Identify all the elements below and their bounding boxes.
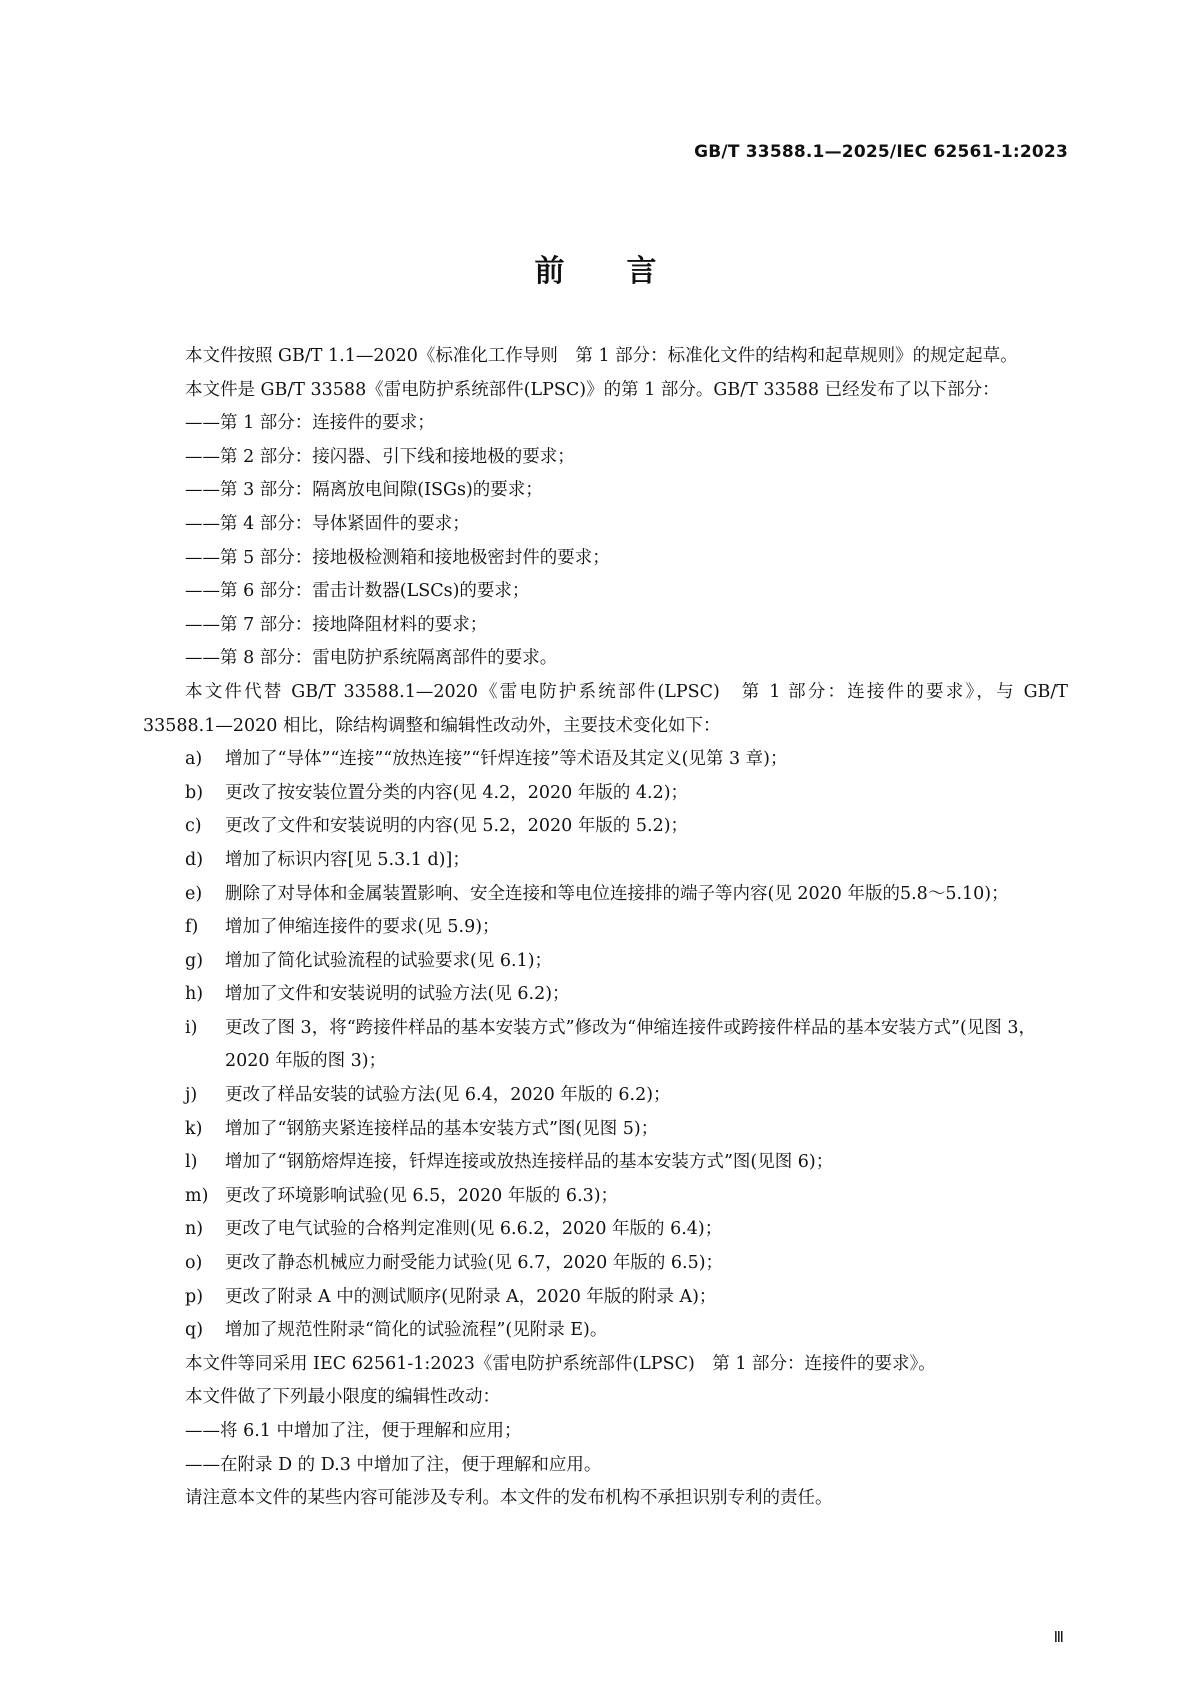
change-item: b) 更改了按安装位置分类的内容(见 4.2，2020 年版的 4.2)； [185, 782, 689, 803]
change-item: q) 增加了规范性附录“简化的试验流程”(见附录 E)。 [185, 1320, 608, 1341]
list-item: ——第 2 部分：接闪器、引下线和接地极的要求； [185, 446, 575, 467]
paragraph-series-intro: 本文件是 GB/T 33588《雷电防护系统部件(LPSC)》的第 1 部分。GB/T 33588 已经发布了以下部分： [185, 379, 1000, 400]
change-item: g) 增加了简化试验流程的试验要求(见 6.1)； [185, 950, 553, 971]
paragraph-editorial-intro: 本文件做了下列最小限度的编辑性改动： [185, 1387, 500, 1408]
list-item: ——在附录 D 的 D.3 中增加了注，便于理解和应用。 [185, 1454, 602, 1475]
change-item: d) 增加了标识内容[见 5.3.1 d)]； [185, 849, 470, 870]
list-item: ——第 6 部分：雷击计数器(LSCs)的要求； [185, 581, 530, 602]
standard-code-header: GB/T 33588.1—2025/IEC 62561-1:2023 [694, 142, 1068, 162]
foreword-body [143, 340, 1068, 1516]
page-number: Ⅲ [1053, 1628, 1064, 1646]
paragraph-replacement: 本文件代替 GB/T 33588.1—2020《雷电防护系统部件(LPSC) 第 1 部分：连接件的要求》，与 GB/T 33588.1—2020 相比，除结构调整和编辑性改动外，主要技术变化如下： [143, 681, 1068, 736]
list-item: ——第 7 部分：接地降阻材料的要求； [185, 614, 488, 635]
change-item: f) 增加了伸缩连接件的要求(见 5.9)； [185, 917, 500, 938]
change-item: c) 更改了文件和安装说明的内容(见 5.2，2020 年版的 5.2)； [185, 816, 689, 837]
change-item: o) 更改了静态机械应力耐受能力试验(见 6.7，2020 年版的 6.5)； [185, 1253, 724, 1274]
change-item: k) 增加了“钢筋夹紧连接样品的基本安装方式”图(见图 5)； [185, 1118, 659, 1139]
change-item: m) 更改了环境影响试验(见 6.5，2020 年版的 6.3)； [185, 1185, 619, 1206]
list-item: ——第 8 部分：雷电防护系统隔离部件的要求。 [185, 648, 558, 669]
paragraph-adoption: 本文件等同采用 IEC 62561-1:2023《雷电防护系统部件(LPSC) 第 1 部分：连接件的要求》。 [185, 1353, 936, 1374]
page-title [0, 246, 1191, 290]
change-item: l) 增加了“钢筋熔焊连接，钎焊连接或放热连接样品的基本安装方式”图(见图 6)； [185, 1152, 834, 1173]
change-item: j) 更改了样品安装的试验方法(见 6.4，2020 年版的 6.2)； [185, 1085, 671, 1106]
change-item: p) 更改了附录 A 中的测试顺序(见附录 A，2020 年版的附录 A)； [185, 1286, 717, 1307]
list-item: ——第 3 部分：隔离放电间隙(ISGs)的要求； [185, 480, 543, 501]
list-item: ——第 1 部分：连接件的要求； [185, 413, 435, 434]
paragraph-patent-notice: 请注意本文件的某些内容可能涉及专利。本文件的发布机构不承担识别专利的责任。 [185, 1488, 833, 1509]
change-item: e) 删除了对导体和金属装置影响、安全连接和等电位连接排的端子等内容(见 2020 年版的5.8～5.10)； [185, 883, 1009, 904]
change-item: i) 更改了图 3，将“跨接件样品的基本安装方式”修改为“伸缩连接件或跨接件样品的基本安装方式”(见图 3，2020 年版的图 3)； [185, 1017, 1037, 1072]
paragraph-drafting-rules: 本文件按照 GB/T 1.1—2020《标准化工作导则 第 1 部分：标准化文件的结构和起草规则》的规定起草。 [185, 346, 1018, 366]
change-item: a) 增加了“导体”“连接”“放热连接”“钎焊连接”等术语及其定义(见第 3 章)； [185, 749, 788, 770]
title-char-1: 前 [534, 254, 565, 289]
list-item: ——将 6.1 中增加了注，便于理解和应用； [185, 1421, 522, 1441]
title-char-2: 言 [626, 254, 657, 289]
list-item: ——第 4 部分：导体紧固件的要求； [185, 513, 470, 534]
change-item: n) 更改了电气试验的合格判定准则(见 6.6.2，2020 年版的 6.4)； [185, 1219, 723, 1240]
change-item: h) 增加了文件和安装说明的试验方法(见 6.2)； [185, 984, 570, 1005]
list-item: ——第 5 部分：接地极检测箱和接地极密封件的要求； [185, 547, 610, 568]
